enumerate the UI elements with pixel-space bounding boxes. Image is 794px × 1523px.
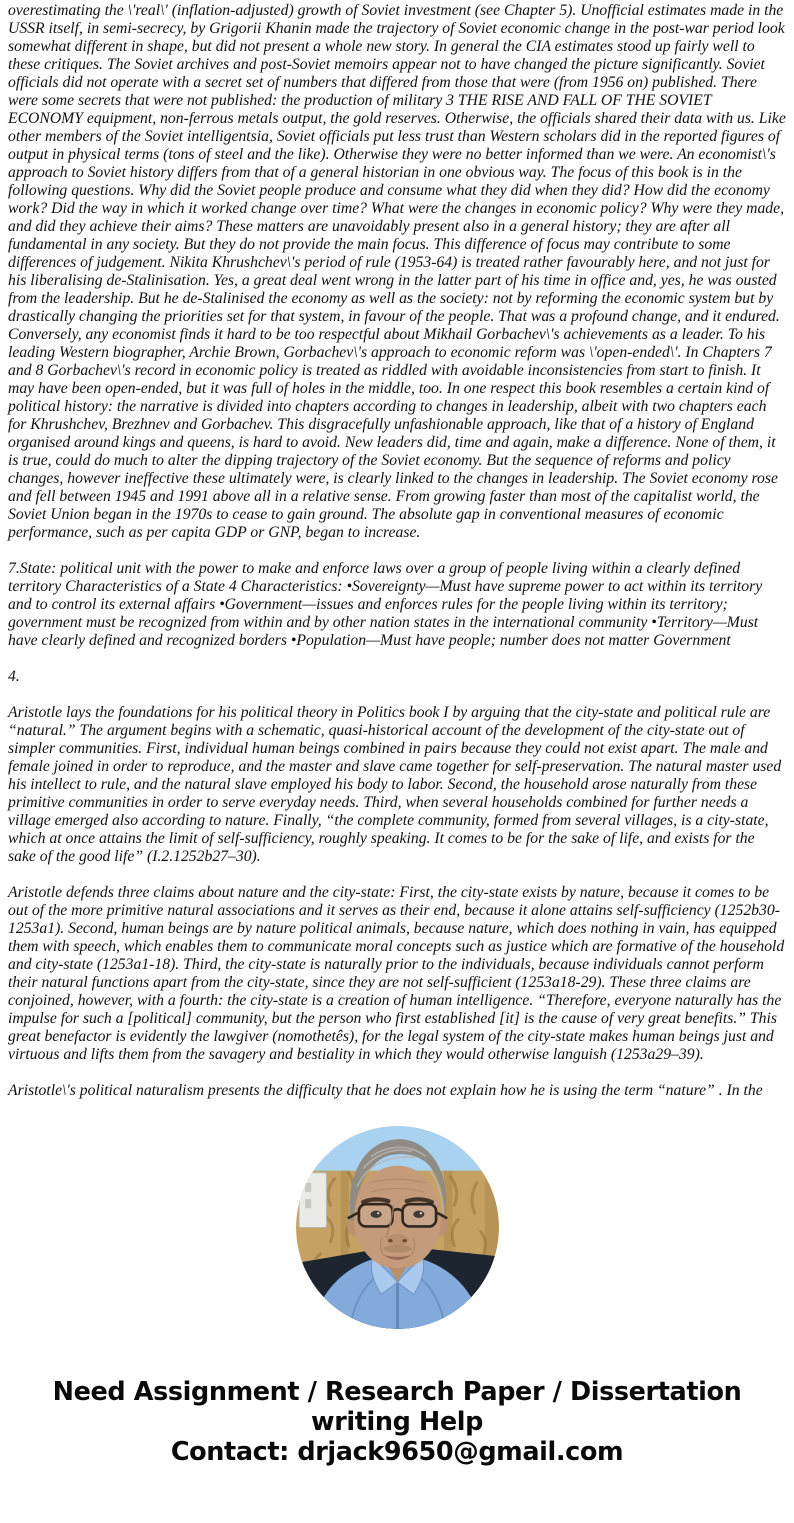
portrait-photo: [296, 1126, 499, 1329]
paragraph-number-4: 4.: [8, 668, 20, 685]
switch-panel: [299, 1173, 326, 1228]
paragraph-aristotle-claims: Aristotle defends three claims about nature and the city-state: First, the city-state exists by nature, because it comes to be out of the more primitive natural associations and it serves as their end, because it alone attains self-sufficiency (1252b30-1253a1). Second, human beings are by nature political animals, because nature, which does nothing in vain, has equipped them with speech, which enables them to communicate moral concepts such as justice which are formative of the household and city-state (1253a1-18). Third, the city-state is naturally prior to the individuals, because individuals cannot perform their natural functions apart from the city-state, since they are not self-sufficient (1253a18-29). These three claims are conjoined, however, with a fourth: the city-state is a creation of human intelligence. “Therefore, everyone naturally has the impulse for such a [political] community, but the person who first established [it] is the cause of very great benefits.” This great benefactor is evidently the lawgiver (nomothetês), for the legal system of the city-state makes human beings just and virtuous and lifts them from the savagery and bestiality in which they would otherwise languish (1253a29–39).: [8, 884, 785, 1063]
paragraph-soviet-economy: overestimating the \'real\' (inflation-adjusted) growth of Soviet investment (see Chapter 5). Unofficial estimates made in the USSR itself, in semi-secrecy, by Grigorii Khanin made the trajectory of Soviet economic change in the post-war period look somewhat different in shape, but did not present a whole new story. In general the CIA estimates stood up fairly well to these critiques. The Soviet archives and post-Soviet memoirs appear not to have changed the picture significantly. Soviet officials did not operate with a secret set of numbers that differed from those that were (from 1956 on) published. There were some secrets that were not published: the production of military 3 THE RISE AND FALL OF THE SOVIET ECONOMY equipment, non-ferrous metals output, the gold reserves. Otherwise, the officials shared their data with us. Like other members of the Soviet intelligentsia, Soviet officials put less trust than Western scholars did in the reported figures of output in physical terms (tons of steel and the like). Otherwise they were no better informed than we were. An economist\'s approach to Soviet history differs from that of a general historian in one obvious way. The focus of this book is in the following questions. Why did the Soviet people produce and consume what they did when they did? How did the economy work? Did the way in which it worked change over time? What were the changes in economic policy? Why were they made, and did they achieve their aims? These matters are unavoidably present also in a general history; they are after all fundamental in any society. But they do not provide the main focus. This difference of focus may contribute to some differences of judgement. Nikita Khrushchev\'s period of rule (1953-64) is treated rather favourably here, and not just for his liberalising de-Stalinisation. Yes, a great deal went wrong in the latter part of his time in office and, yes, he was ousted from the leadership. But he de-Stalinised the economy as well as the society: not by reforming the economic system but by drastically changing the priorities set for that system, in favour of the people. That was a profound change, and it endured. Conversely, any economist finds it hard to be too respectful about Mikhail Gorbachev\'s achievements as a leader. To his leading Western biographer, Archie Brown, Gorbachev\'s approach to economic reform was \'open-ended\'. In Chapters 7 and 8 Gorbachev\'s record in economic policy is treated as riddled with avoidable inconsistencies from start to finish. It may have been open-ended, but it was full of holes in the middle, too. In one respect this book resembles a certain kind of political history: the narrative is divided into chapters according to changes in leadership, albeit with two chapters each for Khrushchev, Brezhnev and Gorbachev. This disgracefully unfashionable approach, like that of a history of England organised around kings and queens, is hard to avoid. New leaders did, time and again, make a difference. None of them, it is true, could do much to alter the dipping trajectory of the Soviet economy. But the sequence of reforms and policy changes, however ineffective these ultimately were, is clearly linked to the changes in leadership. The Soviet economy rose and fell between 1945 and 1991 above all in a relative sense. From growing faster than most of the capitalist world, the Soviet Union began in the 1970s to cease to gain ground. The absolute gap in conventional measures of economic performance, such as per capita GDP or GNP, began to increase.: [8, 2, 786, 541]
nostril-right: [402, 1239, 406, 1242]
nostril-left: [388, 1239, 392, 1242]
footer-contact-email: Contact: drjack9650@gmail.com: [170, 1437, 624, 1467]
mustache-shadow: [383, 1245, 411, 1253]
footer-line-2: writing Help: [311, 1407, 483, 1437]
paragraph-aristotle-naturalism: Aristotle\'s political naturalism presents the difficulty that he does not explain how he is using the term “nature” . In the: [8, 1082, 763, 1099]
advert-footer: [0, 1377, 794, 1467]
paragraph-aristotle-foundations: Aristotle lays the foundations for his political theory in Politics book I by arguing that the city-state and political rule are “natural.” The argument begins with a schematic, quasi-historical account of the development of the city-state out of simpler communities. First, individual human beings combined in pairs because they could not exist apart. The male and female joined in order to reproduce, and the master and slave came together for self-preservation. The natural master used his intellect to rule, and the natural slave employed his body to labor. Second, the household arose naturally from these primitive communities in order to serve everyday needs. Third, when several households combined for further needs a village emerged also according to nature. Finally, “the complete community, formed from several villages, is a city-state, which at once attains the limit of self-sufficiency, roughly speaking. It comes to be for the sake of life, and exists for the sake of the good life” (I.2.1252b27–30).: [8, 704, 782, 865]
paragraph-state-definition: 7.State: political unit with the power to make and enforce laws over a group of people living within a clearly defined territory Characteristics of a State 4 Characteristics: •Sovereignty—Must have supreme power to act within its territory and to control its external affairs •Government—issues and enforces rules for the people living within its territory; government must be recognized from within and by other nation states in the international community •Territory—Must have clearly defined and recognized borders •Population—Must have people; number does not matter Government: [8, 560, 763, 649]
footer-line-1: Need Assignment / Research Paper / Dissertation: [52, 1377, 742, 1407]
author-avatar: [296, 1126, 499, 1329]
